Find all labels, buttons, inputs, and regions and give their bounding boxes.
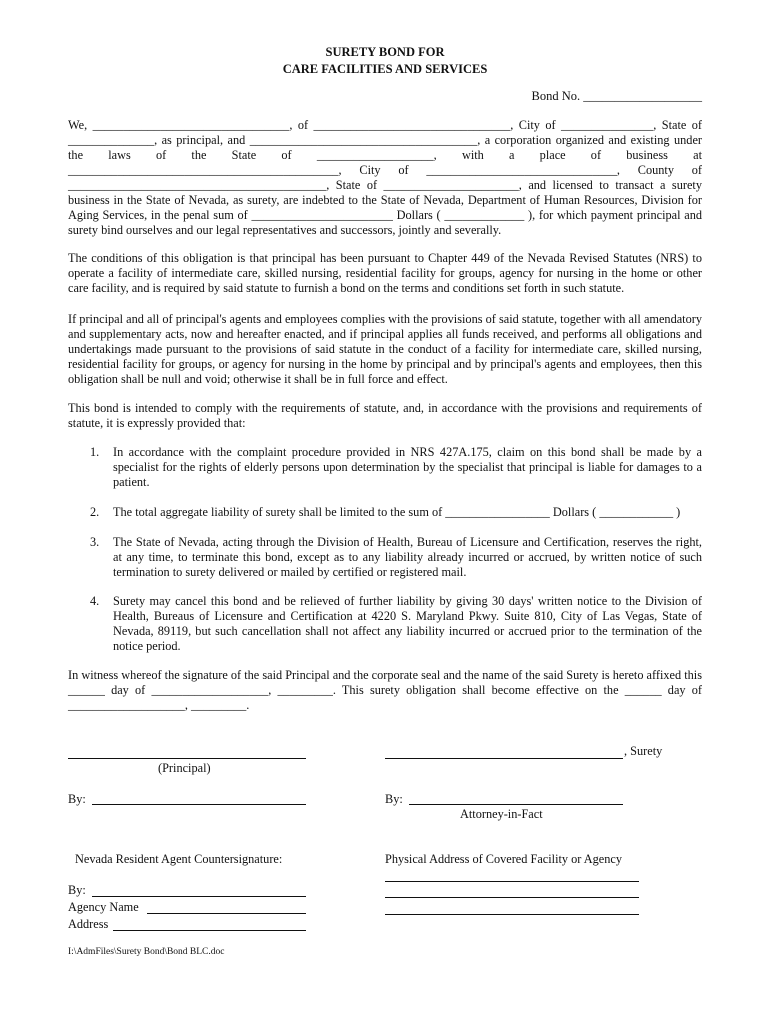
address-line-1[interactable] — [385, 881, 639, 882]
list-item-text: In accordance with the complaint procedure provided in NRS 427A.175, claim on this bond shall be made by a specialist for the rights of elderly persons upon determination by the specialist that principal is liable for damages to a patient. — [113, 445, 702, 489]
by-label-surety: By: — [385, 792, 403, 806]
address-line-2[interactable] — [385, 897, 639, 898]
attorney-signature-line[interactable] — [409, 804, 623, 805]
agency-name-line[interactable] — [147, 913, 306, 914]
agency-name-label: Agency Name — [68, 900, 139, 914]
conditions-paragraph: The conditions of this obligation is that principal has been pursuant to Chapter 449 of the Nevada Revised Statutes (NRS) to operate a facility of intermediate care, skilled nursing, residential facility for groups, agency for nursing in the home or other care facility, and is required by said statute to furnish a bond on the terms and conditions set forth in such statute. — [68, 251, 702, 295]
bond-number-field[interactable]: Bond No. ___________________ — [531, 89, 702, 103]
document-title-line-2: CARE FACILITIES AND SERVICES — [282, 62, 488, 76]
surety-label: , Surety — [624, 744, 663, 758]
list-item-number: 4. — [90, 594, 100, 608]
intent-paragraph: This bond is intended to comply with the requirements of statute, and, in accordance with the provisions and requirements of statute, it is expressly provided that: — [68, 401, 702, 430]
list-item-number: 1. — [90, 445, 100, 459]
file-path-footer: I:\AdmFiles\Surety Bond\Bond BLC.doc — [68, 947, 225, 957]
parties-paragraph: We, ________________________________, of ________________________________, City of _______________, State of ______________, as principal, and _____________________________________, a corporation organized and existing under the laws of the State of ___________________, with a place of business at ____________________________________________, City of _______________________________, County of __________________________________________, State of ______________________, and licensed to transact a surety business in the State of Nevada, as surety, are indebted to the State of Nevada, Department of Human Resources, Division for Aging Services, in the penal sum of _______________________ Dollars ( _____________ ), for which payment principal and surety bind ourselves and our legal representatives and successors, jointly and severally. — [68, 118, 702, 237]
agency-address-line[interactable] — [113, 930, 306, 931]
obligation-paragraph: If principal and all of principal's agents and employees complies with the provisions of said statute, together with all amendatory and supplementary acts, now and hereafter enacted, and if principal applies all funds received, and performs all obligations and undertakings made pursuant to the provisions of said statute in the conduct of a facility for intermediate care, skilled nursing, residential facility for groups, or agency for nursing in the home by principal and by principal's agents and employees, then this obligation shall be null and void; otherwise it shall be in full force and effect. — [68, 312, 702, 386]
physical-address-label: Physical Address of Covered Facility or Agency — [385, 852, 623, 866]
principal-signature-line[interactable] — [68, 758, 306, 759]
list-item-text: Surety may cancel this bond and be relieved of further liability by giving 30 days' written notice to the Division of Health, Bureaus of Licensure and Certification at 4220 S. Maryland Pkwy. Suite 810, City of Las Vegas, State of Nevada, 89119, but such cancellation shall not affect any liability incurred or accrued prior to the termination of the notice period. — [113, 594, 702, 653]
attorney-in-fact-label: Attorney-in-Fact — [460, 807, 543, 821]
resident-agent-label: Nevada Resident Agent Countersignature: — [75, 852, 283, 866]
by-label-principal: By: — [68, 792, 86, 806]
witness-paragraph: In witness whereof the signature of the said Principal and the corporate seal and the name of the said Surety is hereto affixed this ______ day of ___________________, _________. This surety obligation shall become effective on the ______ day of ___________________, _________. — [68, 668, 702, 712]
agent-by-signature-line[interactable] — [92, 896, 306, 897]
principal-label: (Principal) — [158, 761, 211, 775]
by-label-agent: By: — [68, 883, 86, 897]
list-item-text: The total aggregate liability of surety shall be limited to the sum of _________________ Dollars ( ____________ ) — [113, 505, 681, 519]
principal-by-signature-line[interactable] — [92, 804, 306, 805]
address-line-3[interactable] — [385, 914, 639, 915]
address-label: Address — [68, 917, 109, 931]
list-item-number: 3. — [90, 535, 100, 549]
surety-signature-line[interactable] — [385, 758, 623, 759]
list-item-number: 2. — [90, 505, 100, 519]
document-title-line-1: SURETY BOND FOR — [325, 45, 445, 59]
list-item-text: The State of Nevada, acting through the Division of Health, Bureau of Licensure and Certification, reserves the right, at any time, to terminate this bond, except as to any liability already incurred or accrued, by written notice of such termination to surety delivered or mailed by certified or registered mail. — [113, 535, 702, 579]
